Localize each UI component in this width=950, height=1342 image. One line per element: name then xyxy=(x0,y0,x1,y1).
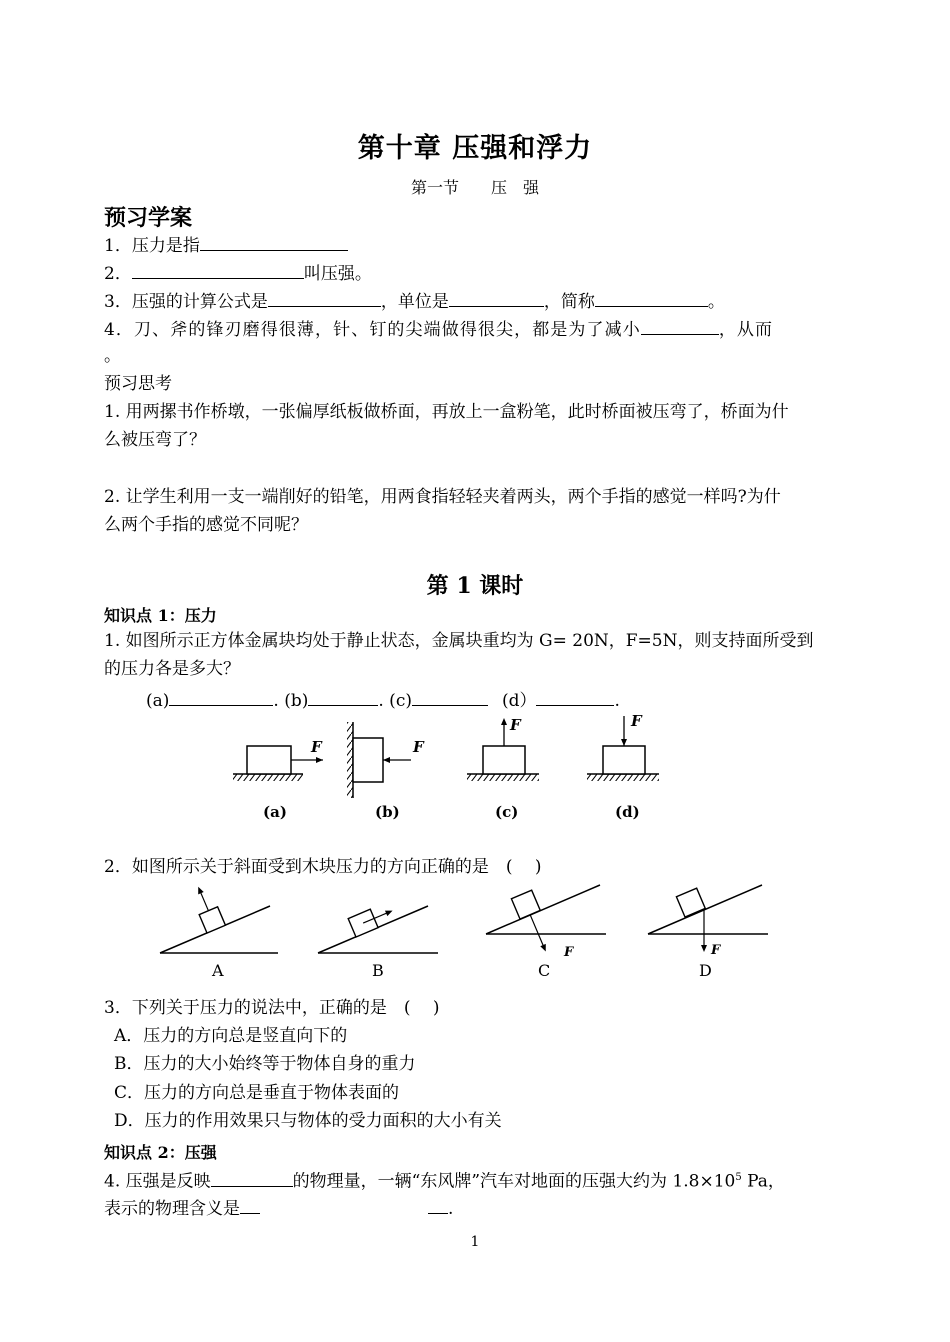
blank-label-c: . (c) xyxy=(378,691,412,711)
blank xyxy=(595,290,708,307)
q2-stem: 2．如图所示关于斜面受到木块压力的方向正确的是 ( ) xyxy=(104,857,542,877)
think-item-2-line1: 2. 让学生利用一支一端削好的铅笔，用两食指轻轻夹着两头，两个手指的感觉一样吗?为什 xyxy=(104,487,781,507)
incline-label-a: A xyxy=(212,961,224,980)
preview-item-4-text: 4．刀、斧的锋刃磨得很薄，针、钉的尖端做得很尖，都是为了减小 xyxy=(104,320,641,340)
section-title: 第一节 压 强 xyxy=(410,178,539,197)
figure-b xyxy=(347,722,425,821)
preview-item-2-num: 2． xyxy=(104,264,132,284)
q4-middle: 的物理量，一辆“东风牌”汽车对地面的压强大约为 1.8×10 xyxy=(292,1171,736,1192)
lesson-heading: 第 1 课时 xyxy=(426,573,524,599)
blank xyxy=(412,689,488,706)
blank xyxy=(536,689,614,706)
preview-item-3-end: 。 xyxy=(707,292,725,312)
knowledge-point-1: 知识点 1：压力 xyxy=(104,606,217,625)
q3-option-d: D．压力的作用效果只与物体的受力面积的大小有关 xyxy=(114,1111,502,1131)
force-label: F xyxy=(311,738,322,756)
incline-label-b: B xyxy=(372,961,384,980)
incline-c xyxy=(486,885,606,980)
force-label: F xyxy=(564,945,574,960)
figure-a xyxy=(233,738,323,821)
q4-exponent: 5 xyxy=(735,1172,742,1183)
preview-item-2-text: 叫压强。 xyxy=(303,264,372,284)
figure-label-d: (d) xyxy=(615,803,640,821)
figure-d xyxy=(587,712,659,821)
blank-end: . xyxy=(614,691,620,711)
preview-item-4-wrap: 。 xyxy=(104,346,121,366)
q4-line1 xyxy=(104,1168,785,1192)
blank-label-d: (d） xyxy=(501,691,537,711)
blank xyxy=(211,1170,293,1187)
force-label: F xyxy=(510,716,521,734)
figure-label-a: (a) xyxy=(263,803,287,821)
blank xyxy=(641,318,719,335)
blank-label-a: (a) xyxy=(146,691,170,711)
q4-line2 xyxy=(104,1197,453,1219)
page-title: 第十章 压强和浮力 xyxy=(357,133,593,164)
blank xyxy=(449,290,544,307)
incline-a xyxy=(160,883,278,980)
preview-heading: 预习学案 xyxy=(104,205,193,231)
force-label: F xyxy=(631,712,642,730)
figure-c xyxy=(467,716,539,821)
preview-item-1 xyxy=(104,234,348,256)
blank xyxy=(240,1197,260,1214)
figure-pressure-cubes xyxy=(225,710,670,825)
blank xyxy=(268,290,381,307)
q4-prefix: 4. 压强是反映 xyxy=(104,1171,211,1192)
incline-b xyxy=(318,901,438,980)
preview-item-4-end: ，从而 xyxy=(718,320,774,340)
knowledge-point-2: 知识点 2：压强 xyxy=(104,1143,217,1162)
q1-blanks xyxy=(146,689,620,711)
q3-stem: 3．下列关于压力的说法中，正确的是 ( ) xyxy=(104,998,440,1018)
q3-option-b: B．压力的大小始终等于物体自身的重力 xyxy=(114,1054,416,1074)
blank xyxy=(308,689,378,706)
preview-item-3-mid1: ，单位是 xyxy=(380,292,449,312)
q4-line2-suffix: . xyxy=(448,1199,454,1219)
blank-label-b: . (b) xyxy=(273,691,309,711)
preview-item-2 xyxy=(104,262,372,284)
figure-incline-pressure xyxy=(150,880,780,980)
figure-label-b: (b) xyxy=(375,803,400,821)
q3-option-c: C．压力的方向总是垂直于物体表面的 xyxy=(114,1083,400,1103)
force-label: F xyxy=(711,943,721,958)
q3-option-a: A．压力的方向总是竖直向下的 xyxy=(114,1026,348,1046)
preview-item-1-text: 1．压力是指 xyxy=(104,236,200,256)
force-label: F xyxy=(413,738,424,756)
think-item-2-line2: 么两个手指的感觉不同呢？ xyxy=(104,515,308,535)
preview-item-3 xyxy=(104,290,725,312)
blank xyxy=(132,262,304,279)
figure-label-c: (c) xyxy=(495,803,519,821)
q4-line2-prefix: 表示的物理含义是 xyxy=(104,1199,240,1219)
preview-item-3-text: 3．压强的计算公式是 xyxy=(104,292,268,312)
q1-line1: 1. 如图所示正方体金属块均处于静止状态，金属块重均为 G= 20N，F=5N，则支持面所受到 xyxy=(104,631,814,651)
incline-label-c: C xyxy=(538,961,551,980)
preview-item-3-mid2: ，简称 xyxy=(543,292,595,312)
page-number: 1 xyxy=(470,1234,480,1250)
blank xyxy=(200,234,348,251)
think-heading: 预习思考 xyxy=(104,374,172,394)
blank xyxy=(169,689,273,706)
q4-unit: Pa， xyxy=(741,1171,785,1192)
incline-d xyxy=(648,885,768,980)
think-item-1-line2: 么被压弯了？ xyxy=(104,430,206,450)
preview-item-4 xyxy=(104,318,773,340)
blank xyxy=(428,1197,448,1214)
incline-label-d: D xyxy=(699,961,712,980)
q1-line2: 的压力各是多大？ xyxy=(104,659,240,679)
think-item-1-line1: 1. 用两摞书作桥墩，一张偏厚纸板做桥面，再放上一盒粉笔，此时桥面被压弯了，桥面为什 xyxy=(104,402,789,422)
